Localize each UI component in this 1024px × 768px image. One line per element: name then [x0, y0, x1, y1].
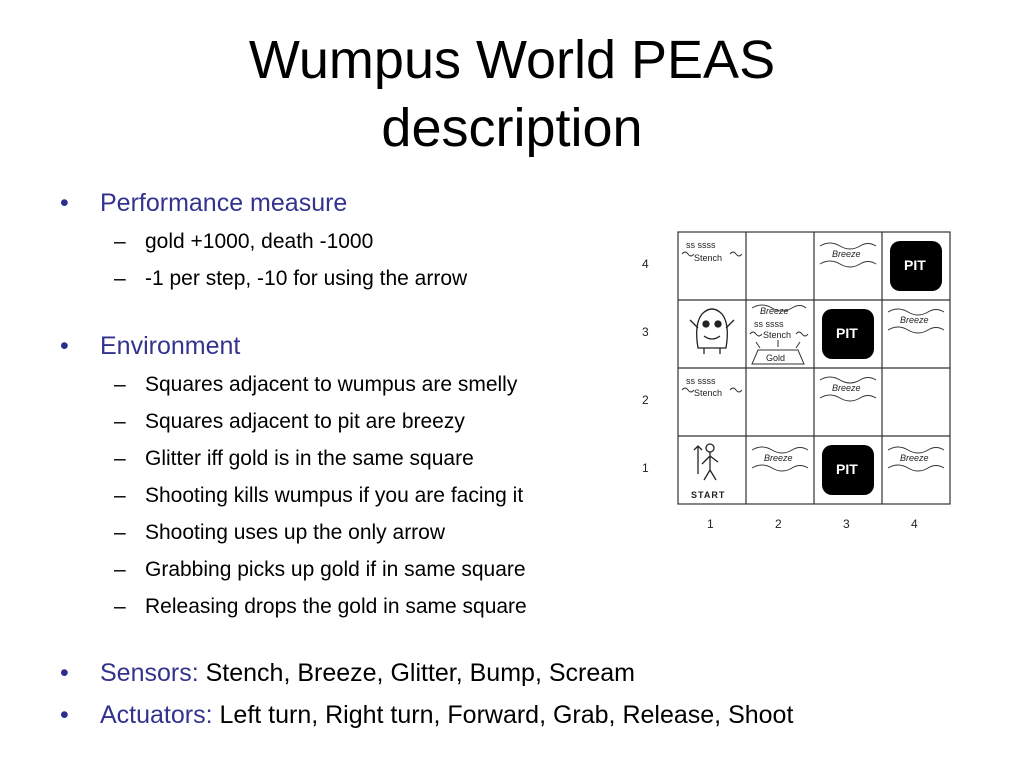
- agent-arrow: [694, 446, 702, 474]
- dash: –: [114, 267, 126, 290]
- wave-mark: [682, 388, 694, 392]
- bullet-dot: •: [60, 659, 69, 687]
- pit-4-4: [890, 241, 942, 291]
- title-line-2: description: [381, 98, 643, 158]
- start-label: START: [691, 490, 726, 500]
- stench-label: Stench: [694, 253, 723, 263]
- wave-mark: [682, 252, 694, 256]
- bullet-dot: •: [60, 332, 69, 360]
- dash: –: [114, 410, 126, 433]
- dash: –: [114, 373, 126, 396]
- pit-3-1: [822, 445, 874, 495]
- sensors-line: [100, 658, 635, 688]
- wave-mark: [752, 465, 808, 471]
- environment-item-text: Squares adjacent to wumpus are smelly: [145, 373, 518, 396]
- performance-item-text: gold +1000, death -1000: [145, 230, 374, 253]
- breeze-3-4: [820, 243, 876, 267]
- breeze-label: Breeze: [832, 249, 861, 259]
- wave-mark: [730, 252, 742, 256]
- bullet-dot: •: [60, 701, 69, 729]
- pit-label: PIT: [904, 257, 926, 273]
- dash: –: [114, 595, 126, 618]
- stench-1-4: [682, 240, 742, 263]
- pit-label: PIT: [836, 461, 858, 477]
- wave-mark: [820, 261, 876, 267]
- col-label: 1: [707, 517, 714, 531]
- wave-mark: [796, 332, 808, 336]
- breeze-2-1: [752, 447, 808, 471]
- wumpus-icon: [690, 309, 734, 354]
- stench-glyphs: ss ssss: [686, 376, 716, 386]
- wave-mark: [730, 388, 742, 392]
- wave-mark: [888, 465, 944, 471]
- environment-item-text: Squares adjacent to pit are breezy: [145, 410, 465, 433]
- glitter-marks: [756, 340, 800, 348]
- agent-body: [702, 452, 718, 480]
- breeze-label: Breeze: [832, 383, 861, 393]
- col-label: 3: [843, 517, 850, 531]
- row-label: 2: [642, 393, 649, 407]
- row-label: 1: [642, 461, 649, 475]
- pit-label: PIT: [836, 325, 858, 341]
- environment-item-text: Glitter iff gold is in the same square: [145, 447, 474, 470]
- environment-item-text: Shooting kills wumpus if you are facing it: [145, 484, 524, 507]
- breeze-3-2: [820, 377, 876, 401]
- dash: –: [114, 447, 126, 470]
- actuators-value: Left turn, Right turn, Forward, Grab, Release, Shoot: [212, 701, 794, 729]
- environment-item-text: Releasing drops the gold in same square: [145, 595, 527, 618]
- stench-glyphs: ss ssss: [754, 319, 784, 329]
- actuators-label: Actuators:: [100, 701, 213, 729]
- stench-label: Stench: [694, 388, 723, 398]
- wumpus-body: [697, 309, 728, 348]
- breeze-label: Breeze: [900, 453, 929, 463]
- performance-item-text: -1 per step, -10 for using the arrow: [145, 267, 468, 290]
- environment-label: Environment: [100, 332, 241, 360]
- row-label: 4: [642, 257, 649, 271]
- breeze-label: Breeze: [900, 315, 929, 325]
- actuators-line: [100, 700, 793, 730]
- agent-icon: [694, 444, 718, 480]
- wumpus-world-grid: [636, 224, 962, 536]
- breeze-label: Breeze: [764, 453, 793, 463]
- pit-3-3: [822, 309, 874, 359]
- stench-label: Stench: [763, 330, 792, 340]
- sensors-label: Sensors:: [100, 659, 199, 687]
- title-line-1: Wumpus World PEAS: [248, 30, 776, 90]
- wave-mark: [888, 327, 944, 333]
- wumpus-eye: [715, 321, 721, 327]
- stench-glyphs: ss ssss: [686, 240, 716, 250]
- wumpus-eye: [703, 321, 709, 327]
- wumpus-legs: [704, 348, 720, 354]
- grid-svg: [636, 224, 962, 536]
- stench-1-2: [682, 376, 742, 398]
- stench-breeze-gold-2-3: [750, 305, 808, 364]
- breeze-4-3: [888, 309, 944, 333]
- wave-mark: [750, 332, 762, 336]
- dash: –: [114, 521, 126, 544]
- sensors-value: Stench, Breeze, Glitter, Bump, Scream: [198, 659, 635, 687]
- dash: –: [114, 558, 126, 581]
- row-label: 3: [642, 325, 649, 339]
- environment-item-text: Grabbing picks up gold if in same square: [145, 558, 526, 581]
- dash: –: [114, 484, 126, 507]
- wave-mark: [820, 395, 876, 401]
- col-label: 2: [775, 517, 782, 531]
- performance-label: Performance measure: [100, 189, 348, 217]
- col-label: 4: [911, 517, 918, 531]
- dash: –: [114, 230, 126, 253]
- agent-head: [706, 444, 714, 452]
- gold-label: Gold: [766, 353, 786, 363]
- breeze-4-1: [888, 447, 944, 471]
- bullet-dot: •: [60, 189, 69, 217]
- environment-item-text: Shooting uses up the only arrow: [145, 521, 446, 544]
- breeze-label: Breeze: [760, 306, 789, 316]
